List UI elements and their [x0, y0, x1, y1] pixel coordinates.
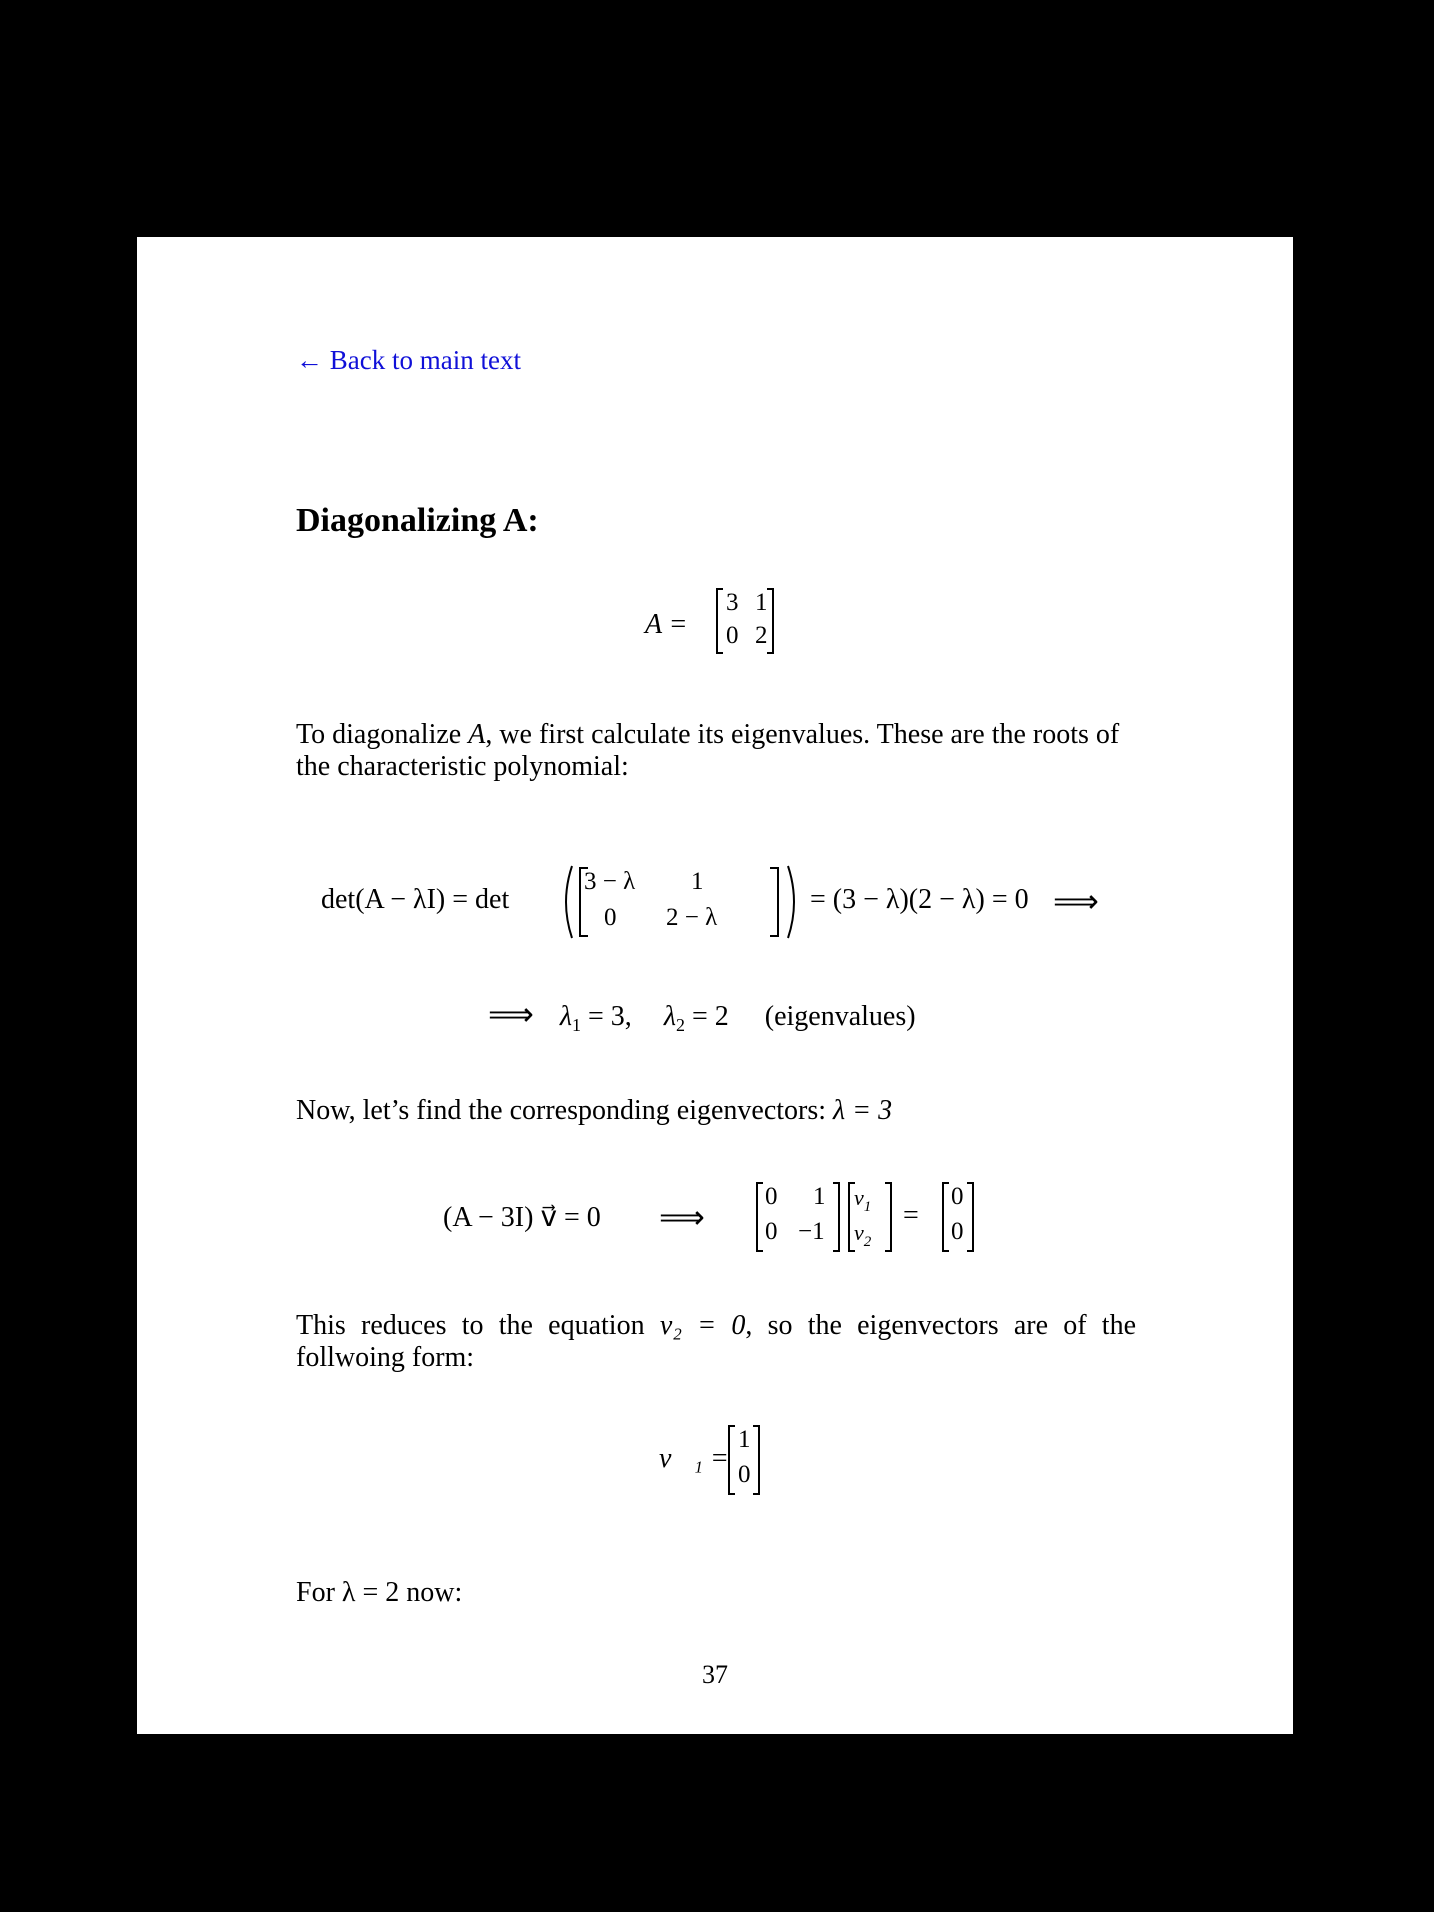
eigenvector-matrix-cell: 1	[813, 1183, 826, 1210]
matrix-a-cell: 3	[726, 589, 739, 616]
eigenvector-v1	[659, 1423, 779, 1497]
lambda-1-value: = 3,	[581, 1001, 632, 1032]
eigenvector-v1-cell: 0	[738, 1461, 751, 1488]
paragraph-intro-text: , we first calculate its eigenvalues. These are the roots of the characteristic polynomial:	[296, 719, 1120, 782]
char-poly-cell: 2 − λ	[666, 904, 718, 931]
lambda-2-subscript: 2	[675, 1015, 685, 1035]
lambda-2: λ	[663, 1001, 676, 1032]
char-poly-cell: 1	[691, 868, 704, 895]
eigenvector-component: $v_2$	[854, 1220, 872, 1250]
eigenvalues-note: (eigenvalues)	[764, 1001, 916, 1032]
eigenvector-v1-lhs: v⃗₁ =	[659, 1443, 729, 1474]
implies-arrow: ⟹	[1053, 883, 1099, 919]
paragraph-lambda-2: For λ = 2 now:	[296, 1577, 463, 1608]
char-poly-lhs: det(A − λI) = det	[321, 884, 510, 915]
paragraph-eigenvectors-text: Now, let’s find the corresponding eigenvectors:	[296, 1095, 834, 1126]
paragraph-reduction	[296, 1310, 1136, 1374]
eigenvector-eq-lhs: (A − 3I) v⃗ = 0	[443, 1202, 601, 1233]
eigenvector-matrix-cell: 0	[765, 1218, 778, 1245]
characteristic-polynomial-equation	[321, 862, 1241, 942]
char-poly-rhs: = (3 − λ)(2 − λ) = 0	[810, 884, 1029, 915]
matrix-a-cell: 1	[755, 589, 768, 616]
paragraph-intro	[296, 719, 1136, 783]
eigenvector-component: $v_1$	[854, 1185, 872, 1215]
page-number: 37	[702, 1660, 728, 1689]
char-poly-cell: 3 − λ	[584, 868, 636, 895]
eigenvector-matrix-cell: −1	[798, 1218, 825, 1245]
eigenvector-matrix-cell: 0	[765, 1183, 778, 1210]
lambda-1: λ	[559, 1001, 573, 1032]
paragraph-eigenvectors	[296, 1095, 1136, 1127]
lambda-1-subscript: 1	[572, 1015, 582, 1035]
matrix-a-lhs: A =	[645, 609, 688, 640]
equals-sign: =	[903, 1200, 919, 1231]
document-page	[137, 237, 1293, 1734]
matrix-a-cell: 0	[726, 622, 739, 649]
paragraph-intro-var: A	[468, 719, 486, 750]
back-to-main-text-link[interactable]: ← Back to main text	[296, 345, 521, 375]
eigenvalues-equation	[488, 995, 916, 1033]
paragraph-intro-text: To diagonalize	[296, 719, 469, 750]
paragraph-reduction-equation: v₂ = 0	[659, 1310, 746, 1341]
implies-arrow: ⟹	[659, 1199, 705, 1235]
char-poly-cell: 0	[604, 904, 617, 931]
paragraph-reduction-text: , so the eigenvectors are of the follwoing form:	[296, 1310, 1137, 1373]
zero-vector-cell: 0	[951, 1183, 964, 1210]
eigenvector-v1-cell: 1	[738, 1426, 751, 1453]
section-title: Diagonalizing A:	[296, 502, 539, 539]
paragraph-eigenvectors-condition: λ = 3	[833, 1095, 893, 1126]
implies-arrow: ⟹	[488, 996, 534, 1032]
zero-vector-cell: 0	[951, 1218, 964, 1245]
matrix-a-cell: 2	[755, 622, 768, 649]
lambda-2-value: = 2	[684, 1001, 729, 1032]
paragraph-reduction-text: This reduces to the equation	[296, 1310, 660, 1341]
eigenvector-equation	[443, 1180, 1163, 1254]
